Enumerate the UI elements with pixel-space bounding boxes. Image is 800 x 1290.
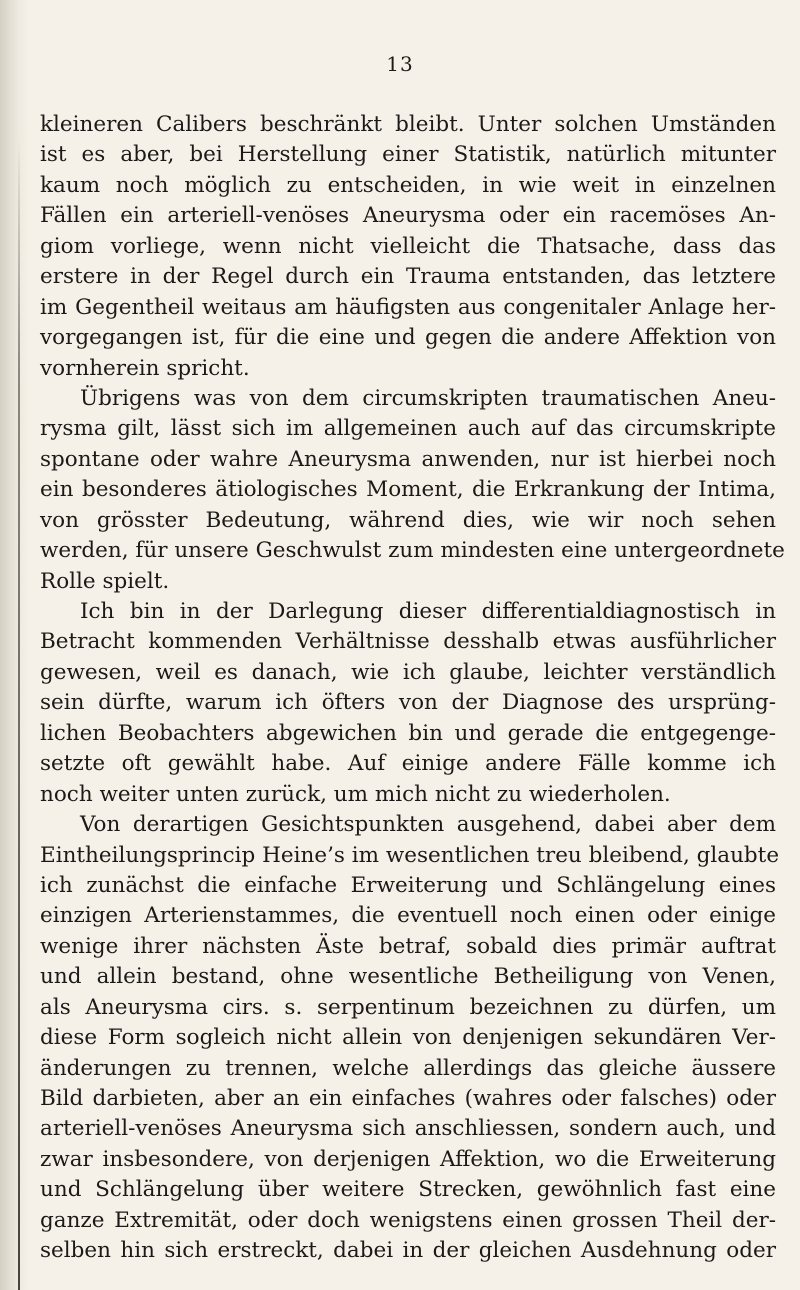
text-line: ein besonderes ätiologisches Moment, die Erkrankung der Intima, — [40, 477, 776, 503]
text-line: lichen Beobachters abgewichen bin und gerade die entgegenge- — [40, 720, 776, 746]
binding-shadow — [0, 0, 30, 1290]
text-line: änderungen zu trennen, welche allerdings das gleiche äussere — [40, 1055, 776, 1081]
text-line: spontane oder wahre Aneurysma anwenden, nur ist hierbei noch — [40, 446, 776, 472]
text-line: giom vorliege, wenn nicht vielleicht die Thatsache, dass das — [40, 233, 776, 259]
text-line: von grösster Bedeutung, während dies, wie wir noch sehen — [40, 507, 776, 533]
text-line: zwar insbesondere, von derjenigen Affektion, wo die Erweiterung — [40, 1146, 776, 1172]
text-line: Rolle spielt. — [40, 568, 170, 594]
text-line: gewesen, weil es danach, wie ich glaube, leichter verständlich — [40, 659, 776, 685]
text-line: arteriell-venöses Aneurysma sich anschliessen, sondern auch, und — [40, 1116, 776, 1142]
page-number: 13 — [386, 52, 414, 76]
gutter-edge — [18, 140, 20, 1290]
text-line: Fällen ein arteriell-venöses Aneurysma oder ein racemöses An- — [40, 203, 776, 229]
text-line: Ich bin in der Darlegung dieser differentialdiagnostisch in — [80, 599, 776, 624]
text-line: kaum noch möglich zu entscheiden, in wie weit in einzelnen — [40, 172, 776, 198]
text-line: rysma gilt, lässt sich im allgemeinen auch auf das circumskripte — [40, 416, 776, 442]
text-line: kleineren Calibers beschränkt bleibt. Unter solchen Umständen — [40, 112, 776, 137]
text-line: vorgegangen ist, für die eine und gegen die andere Affektion von — [40, 325, 776, 351]
text-line: Bild darbieten, aber an ein einfaches (wahres oder falsches) oder — [40, 1086, 776, 1111]
text-line: ist es aber, bei Herstellung einer Statistik, natürlich mitunter — [40, 142, 776, 168]
text-line: einzigen Arterienstammes, die eventuell noch einen oder einige — [40, 903, 776, 929]
text-line: Betracht kommenden Verhältnisse desshalb etwas ausführlicher — [40, 629, 776, 655]
text-line: sein dürfte, warum ich öfters von der Diagnose des ursprüng- — [40, 690, 776, 716]
text-line: noch weiter unten zurück, um mich nicht zu wiederholen. — [40, 781, 671, 807]
text-line: vornherein spricht. — [40, 355, 250, 381]
text-line: wenige ihrer nächsten Äste betraf, sobald dies primär auftrat — [40, 933, 776, 959]
body-text — [40, 110, 785, 1267]
text-line: werden, für unsere Geschwulst zum mindesten eine untergeordnete — [40, 538, 785, 564]
text-line: ganze Extremität, oder doch wenigstens einen grossen Theil der- — [40, 1207, 776, 1233]
text-line: Eintheilungsprincip Heine’s im wesentlichen treu bleibend, glaubte — [40, 842, 780, 868]
text-line: setzte oft gewählt habe. Auf einige andere Fälle komme ich — [40, 751, 776, 777]
text-line: erstere in der Regel durch ein Trauma entstanden, das letztere — [40, 264, 776, 290]
text-line: selben hin sich erstreckt, dabei in der gleichen Ausdehnung oder — [40, 1238, 776, 1264]
text-line: im Gegentheil weitaus am häufigsten aus congenitaler Anlage her- — [40, 294, 776, 320]
text-line: Von derartigen Gesichtspunkten ausgehend, dabei aber dem — [80, 812, 776, 838]
text-line: ich zunächst die einfache Erweiterung und Schlängelung eines — [40, 872, 776, 898]
text-line: und allein bestand, ohne wesentliche Betheiligung von Venen, — [40, 964, 776, 990]
text-line: als Aneurysma cirs. s. serpentinum bezeichnen zu dürfen, um — [40, 994, 776, 1020]
text-line: diese Form sogleich nicht allein von denjenigen sekundären Ver- — [40, 1025, 776, 1051]
text-line: Übrigens was von dem circumskripten traumatischen Aneu- — [80, 385, 776, 411]
text-line: und Schlängelung über weitere Strecken, gewöhnlich fast eine — [40, 1177, 776, 1203]
